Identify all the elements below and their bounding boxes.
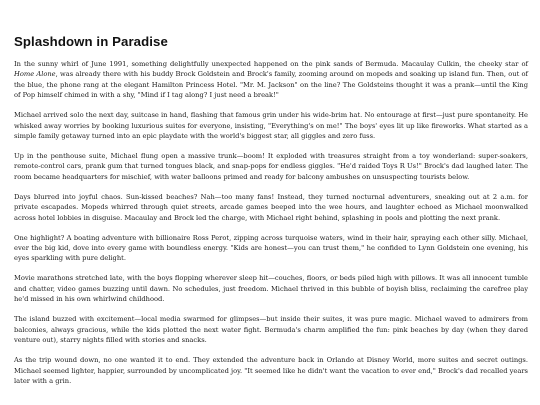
paragraph-2: Michael arrived solo the next day, suitcase in hand, flashing that famous grin under his wide-brim hat. No entourage at first—just pure spontaneity. He whisked away worries by booking luxurious suites for everyone, insisting, "Everything's on me!" The boys' eyes lit up like fireworks. What started as a simple family getaway turned into an epic playdate with the world's biggest star, all giggles and zero fuss.	[14, 111, 528, 141]
paragraph-4: Days blurred into joyful chaos. Sun-kissed beaches? Nah—too many fans! Instead, they turned nocturnal adventurers, sneaking out at 2 a.m. for private escapades. Mopeds whirred through quiet streets, arcade games beeped into the wee hours, and laughter echoed as Michael moonwalked across hotel lobbies in disguise. Macaulay and Brock led the charge, with Michael right behind, splashing in pools and plotting the next prank.	[14, 192, 528, 222]
paragraph-1-text-b: , was already there with his buddy Brock Goldstein and Brock's family, zooming around on mopeds and soaking up island fun. Then, out of the blue, the phone rang at the elegant Hamilton Princess Hotel. "Mr. M. Jackson" on the line? The Goldsteins thought it was a prank—until the King of Pop himself chimed in with a shy, "Mind if I tag along? I just need a break!"	[14, 70, 528, 100]
paragraph-5: One highlight? A boating adventure with billionaire Ross Perot, zipping across turquoise waters, wind in their hair, spraying each other silly. Michael, ever the big kid, dove into every game with boundless energy. "Kids are honest—you can trust them," he confided to Lynn Goldstein one evening, his eyes sparkling with pure delight.	[14, 233, 528, 263]
paragraph-6: Movie marathons stretched late, with the boys flopping wherever sleep hit—couches, floors, or beds piled high with pillows. It was all innocent tumble and chatter, video games buzzing until dawn. No schedules, just freedom. Michael thrived in this bubble of boyish bliss, reclaiming the carefree play he'd missed in his own whirlwind childhood.	[14, 274, 528, 304]
paragraph-7: The island buzzed with excitement—local media swarmed for glimpses—but inside their suites, it was pure magic. Michael waved to admirers from balconies, always gracious, while the kids plotted the next water fight. Bermuda's charm amplified the fun: pink beaches by day (when they dared venture out), starry nights filled with stories and snacks.	[14, 315, 528, 345]
paragraph-1	[14, 59, 528, 101]
paragraph-3: Up in the penthouse suite, Michael flung open a massive trunk—boom! It exploded with treasures straight from a toy wonderland: super-soakers, remote-control cars, prank gum that turned tongues black, and snap-pops for endless giggles. "He'd raided Toys R Us!" Brock's dad laughed later. The room became headquarters for mischief, with water balloons primed and ready for balcony ambushes on unsuspecting tourists below.	[14, 152, 528, 181]
paragraph-8: As the trip wound down, no one wanted it to end. They extended the adventure back in Orlando at Disney World, more suites and secret outings. Michael seemed lighter, happier, surrounded by uncomplicated joy. "It seemed like he didn't want the vacation to ever end," Brock's dad recalled years later with a grin.	[14, 356, 528, 385]
paragraph-1-italic-title: Home Alone	[14, 70, 56, 79]
article-title: Splashdown in Paradise	[14, 34, 168, 49]
paragraph-1-text-a: In the sunny whirl of June 1991, something delightfully unexpected happened on the pink sands of Bermuda. Macaulay Culkin, the cheeky star of	[14, 60, 528, 68]
